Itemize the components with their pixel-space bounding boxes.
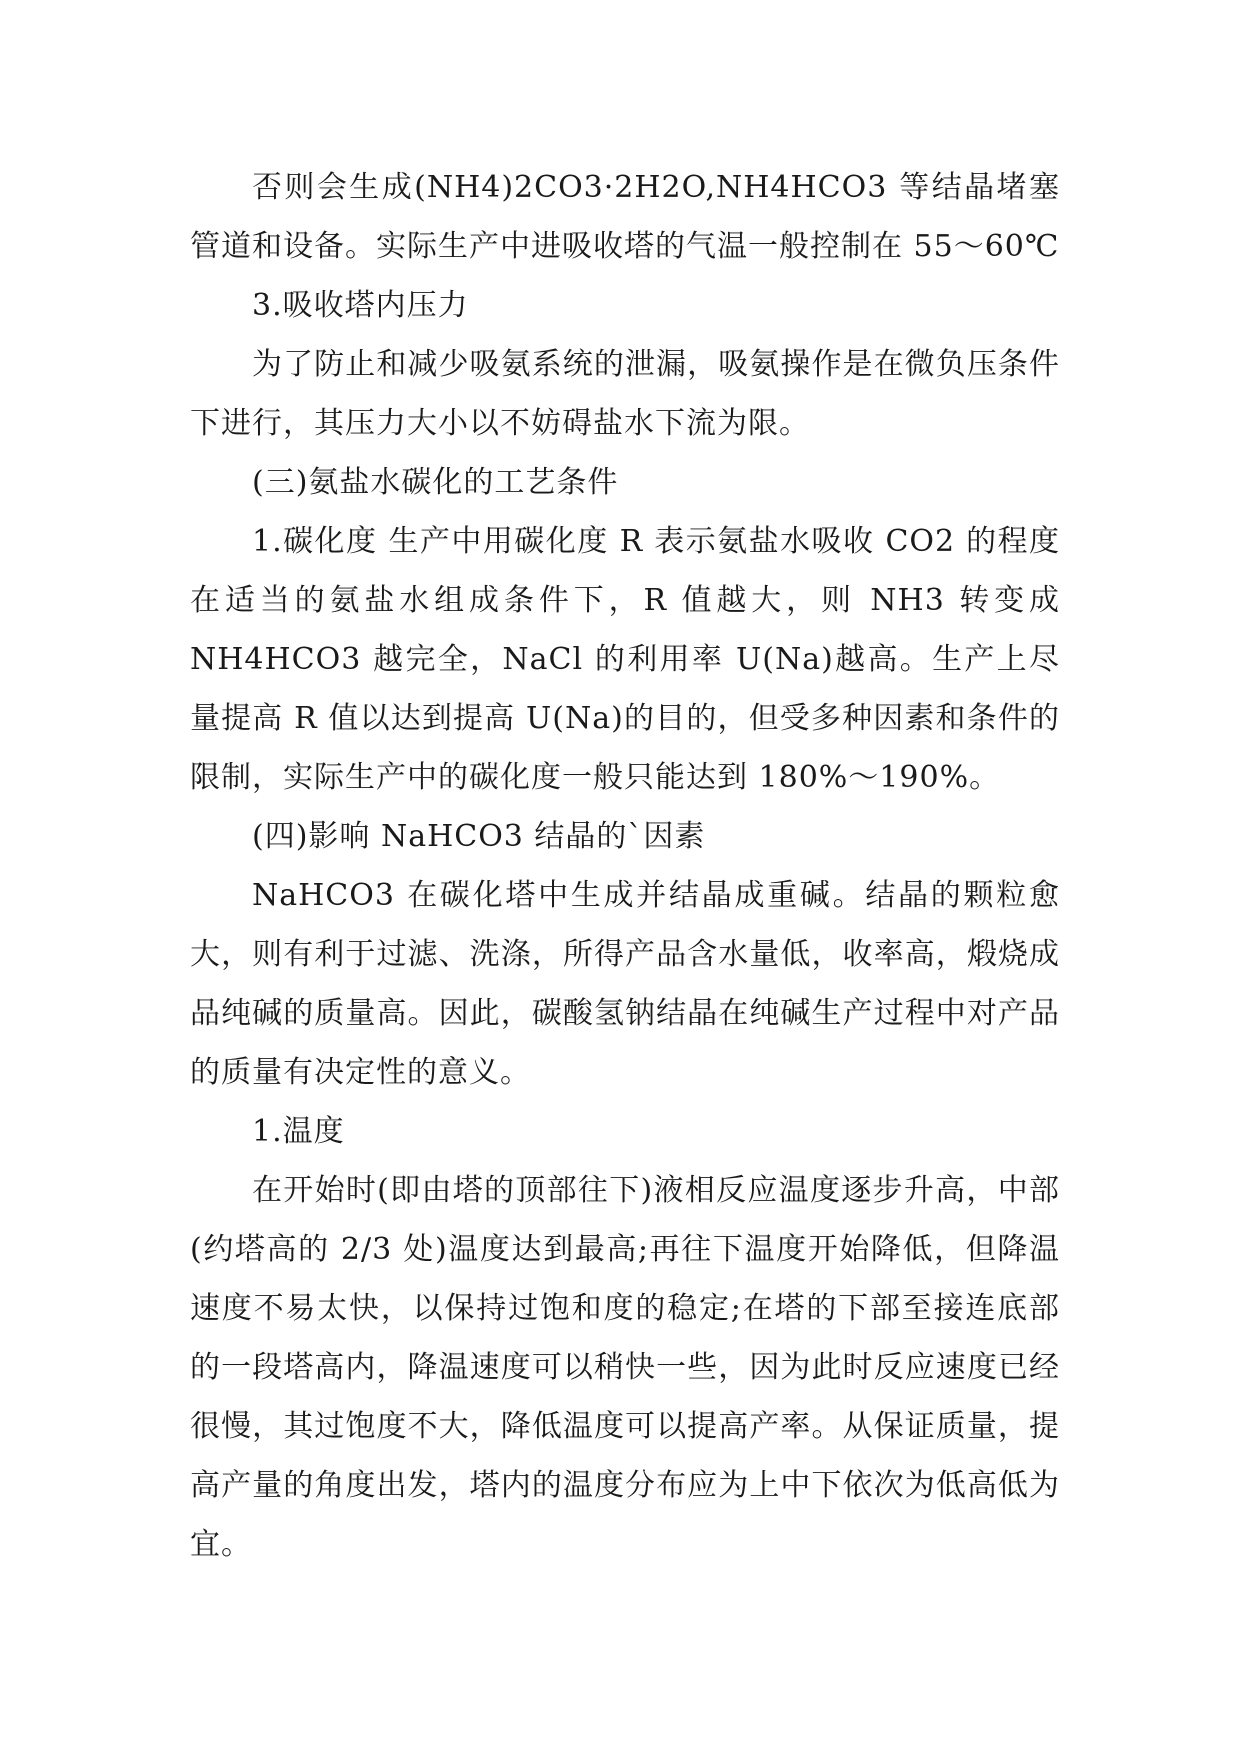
paragraph-temperature: 在开始时(即由塔的顶部往下)液相反应温度逐步升高，中部(约塔高的 2/3 处)温度达到最高;再往下温度开始降低，但降温速度不易太快，以保持过饱和度的稳定;在塔的下部至接连底部的一段塔高内，降温速度可以稍快一些，因为此时反应速度已经很慢，其过饱度不大，降低温度可以提高产率。从保证质量，提高产量的角度出发，塔内的温度分布应为上中下依次为低高低为宜。 xyxy=(190,1173,1060,1562)
heading-crystallization-factors: (四)影响 NaHCO3 结晶的`因素 xyxy=(252,819,706,854)
paragraph-carbonation-degree: 1.碳化度 生产中用碳化度 R 表示氨盐水吸收 CO2 的程度在适当的氨盐水组成条件下，R 值越大，则 NH3 转变成NH4HCO3 越完全，NaCl 的利用率 U(Na)越高。生产上尽量提高 R 值以达到提高 U(Na)的目的，但受多种因素和条件的限制，实际生产中的碳化度一般只能达到 180%～190%。 xyxy=(190,524,1060,795)
paragraph-pressure: 为了防止和减少吸氨系统的泄漏，吸氨操作是在微负压条件下进行，其压力大小以不妨碍盐水下流为限。 xyxy=(190,347,1060,441)
heading-temperature: 1.温度 xyxy=(252,1114,345,1149)
paragraph-gas-temperature: 否则会生成(NH4)2CO3·2H2O,NH4HCO3 等结晶堵塞管道和设备。实际生产中进吸收塔的气温一般控制在 55～60℃ xyxy=(190,170,1060,264)
document-body xyxy=(190,158,1060,1574)
heading-absorber-pressure: 3.吸收塔内压力 xyxy=(252,288,469,323)
paragraph-crystallization: NaHCO3 在碳化塔中生成并结晶成重碱。结晶的颗粒愈大，则有利于过滤、洗涤，所得产品含水量低，收率高，煅烧成品纯碱的质量高。因此，碳酸氢钠结晶在纯碱生产过程中对产品的质量有决定性的意义。 xyxy=(190,878,1060,1090)
heading-carbonation-conditions: (三)氨盐水碳化的工艺条件 xyxy=(252,465,619,500)
